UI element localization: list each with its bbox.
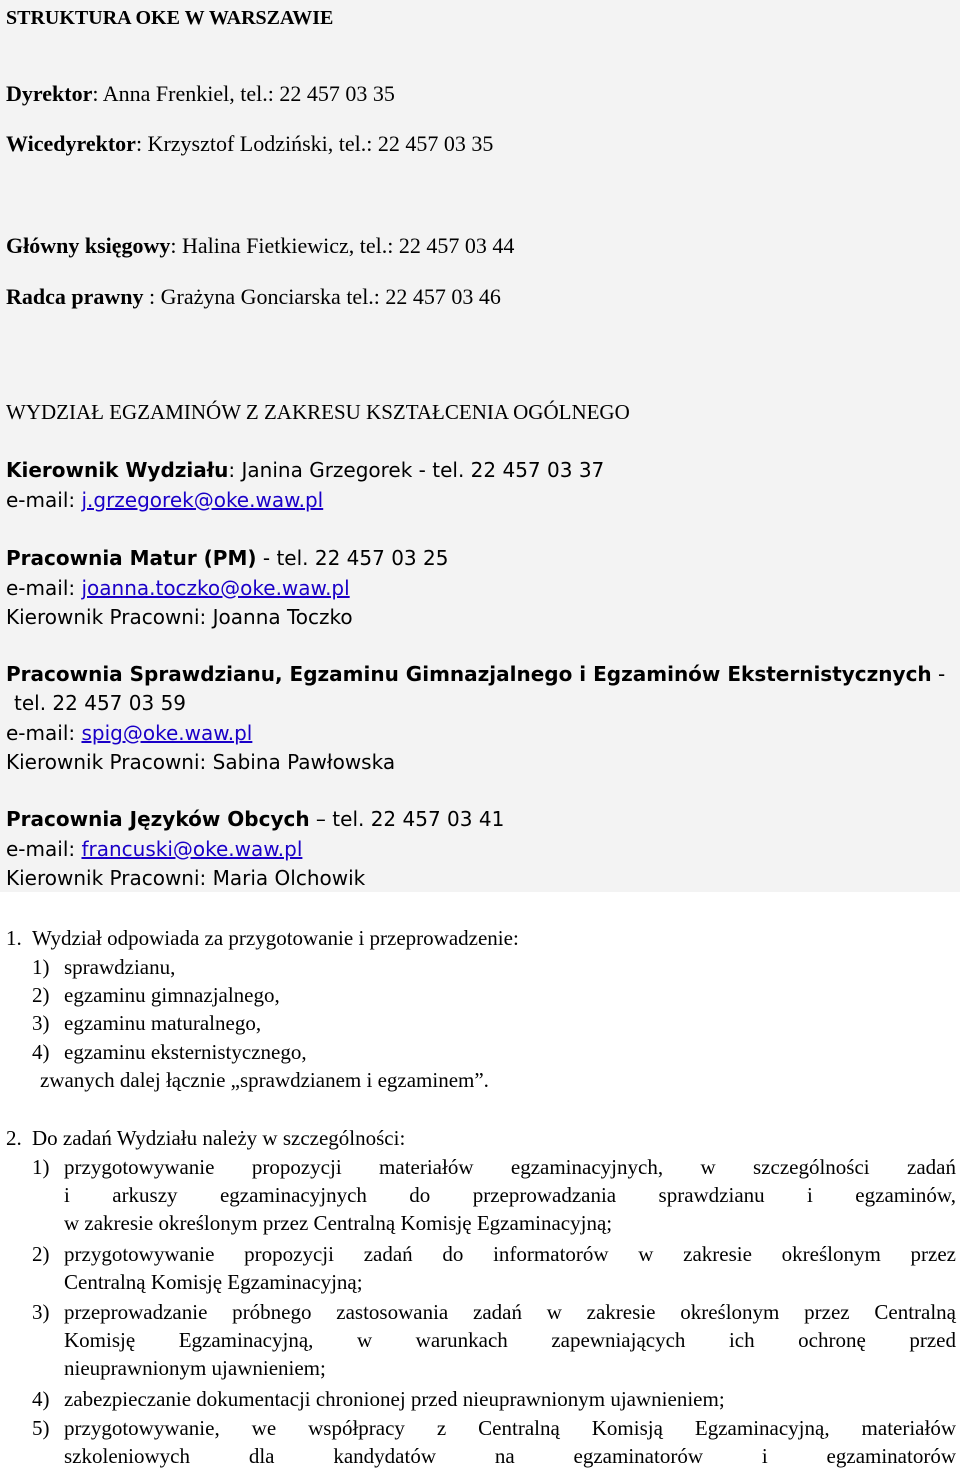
list-item-text: egzaminu eksternistycznego, (64, 1040, 307, 1064)
text-line: Centralną Komisję Egzaminacyjną; (64, 1270, 363, 1294)
unit-matur-head: Kierownik Pracowni: Joanna Toczko (6, 605, 353, 629)
unit-languages-head: Kierownik Pracowni: Maria Olchowik (6, 866, 366, 890)
list-item-text: egzaminu gimnazjalnego, (64, 983, 280, 1007)
director-line (6, 80, 395, 108)
email-label: e-mail: (6, 837, 82, 861)
department-head-line (6, 456, 604, 484)
vice-director-line (6, 130, 493, 158)
list-item-number: 2) (32, 1242, 50, 1266)
role-details: : Krzysztof Lodziński, tel.: 22 457 03 35 (135, 131, 494, 156)
text-line: Komisję Egzaminacyjną, w warunkach zapewniających ich ochronę przed (64, 1328, 956, 1352)
text-line: przygotowywanie propozycji zadań do informatorów w zakresie określonym przez (64, 1242, 956, 1266)
unit-languages-title (6, 805, 504, 833)
list-item-text (64, 1240, 956, 1296)
list-item-number: 2) (32, 983, 50, 1007)
text-line: i arkuszy egzaminacyjnych do przeprowadzania sprawdzianu i egzaminów, (64, 1183, 956, 1207)
role-label: Główny księgowy (6, 233, 171, 258)
role-label: Dyrektor (6, 81, 93, 106)
text-line: przygotowywanie propozycji materiałów egzaminacyjnych, w szczególności zadań (64, 1155, 956, 1179)
unit-tel: - tel. 22 457 03 25 (256, 546, 449, 570)
list-item-text: sprawdzianu, (64, 955, 176, 979)
unit-name-suffix: - (931, 662, 946, 686)
role-details: : Grażyna Gonciarska tel.: 22 457 03 46 (143, 284, 501, 309)
role-details: : Anna Frenkiel, tel.: 22 457 03 35 (92, 81, 395, 106)
department-heading: WYDZIAŁ EGZAMINÓW Z ZAKRESU KSZTAŁCENIA OGÓLNEGO (6, 400, 630, 424)
role-label: Wicedyrektor (6, 131, 136, 156)
list-item-text (64, 1298, 956, 1382)
email-label: e-mail: (6, 488, 82, 512)
text-line: przygotowywanie, we współpracy z Centralną Komisją Egzaminacyjną, materiałów (64, 1416, 956, 1440)
list-item-number: 5) (32, 1416, 50, 1440)
unit-name: Pracownia Matur (PM) (6, 546, 257, 570)
unit-name: Pracownia Sprawdzianu, Egzaminu Gimnazjalnego i Egzaminów Eksternistycznych (6, 662, 932, 686)
section-2-intro: Do zadań Wydziału należy w szczególności: (32, 1126, 406, 1150)
section-2-number: 2. (6, 1126, 22, 1150)
list-item-number: 4) (32, 1040, 50, 1064)
unit-name: Pracownia Języków Obcych (6, 807, 310, 831)
text-line: w zakresie określonym przez Centralną Komisję Egzaminacyjną; (64, 1211, 613, 1235)
list-item-text: egzaminu maturalnego, (64, 1011, 262, 1035)
role-details: : Halina Fietkiewicz, tel.: 22 457 03 44 (170, 233, 515, 258)
list-item-number: 4) (32, 1387, 50, 1411)
email-link[interactable]: francuski@oke.waw.pl (81, 837, 303, 861)
text-line: nieuprawnionym ujawnieniem; (64, 1356, 326, 1380)
section-1-intro: Wydział odpowiada za przygotowanie i przeprowadzenie: (32, 926, 519, 950)
email-link[interactable]: j.grzegorek@oke.waw.pl (81, 488, 324, 512)
section-1-footer: zwanych dalej łącznie „sprawdzianem i egzaminem”. (40, 1068, 489, 1092)
page-title: STRUKTURA OKE W WARSZAWIE (6, 7, 334, 29)
chief-accountant-line (6, 232, 514, 260)
unit-tel: – tel. 22 457 03 41 (309, 807, 505, 831)
unit-languages-email (6, 835, 302, 863)
unit-spig-tel: tel. 22 457 03 59 (14, 691, 187, 715)
email-label: e-mail: (6, 576, 82, 600)
list-item-text (64, 1385, 956, 1413)
list-item-number: 1) (32, 1155, 50, 1179)
email-label: e-mail: (6, 721, 82, 745)
text-line: przeprowadzanie próbnego zastosowania zadań w zakresie określonym przez Centralną (64, 1300, 956, 1324)
role-label: Radca prawny (6, 284, 144, 309)
list-item-number: 3) (32, 1300, 50, 1324)
unit-matur-title (6, 544, 448, 572)
unit-matur-email (6, 574, 350, 602)
email-link[interactable]: spig@oke.waw.pl (81, 721, 253, 745)
list-item-number: 3) (32, 1011, 50, 1035)
list-item-text (64, 1153, 956, 1237)
unit-spig-title (6, 660, 945, 688)
role-details: : Janina Grzegorek - tel. 22 457 03 37 (228, 458, 605, 482)
text-line: zabezpieczanie dokumentacji chronionej przed nieuprawnionym ujawnieniem; (64, 1387, 725, 1411)
unit-spig-head: Kierownik Pracowni: Sabina Pawłowska (6, 750, 396, 774)
section-1-number: 1. (6, 926, 22, 950)
text-line: szkoleniowych dla kandydatów na egzaminatorów i egzaminatorów (64, 1444, 956, 1468)
legal-advisor-line (6, 283, 501, 311)
role-label: Kierownik Wydziału (6, 458, 229, 482)
unit-spig-email (6, 719, 252, 747)
department-head-email-line (6, 486, 323, 514)
list-item-text (64, 1414, 956, 1470)
list-item-number: 1) (32, 955, 50, 979)
email-link[interactable]: joanna.toczko@oke.waw.pl (81, 576, 350, 600)
